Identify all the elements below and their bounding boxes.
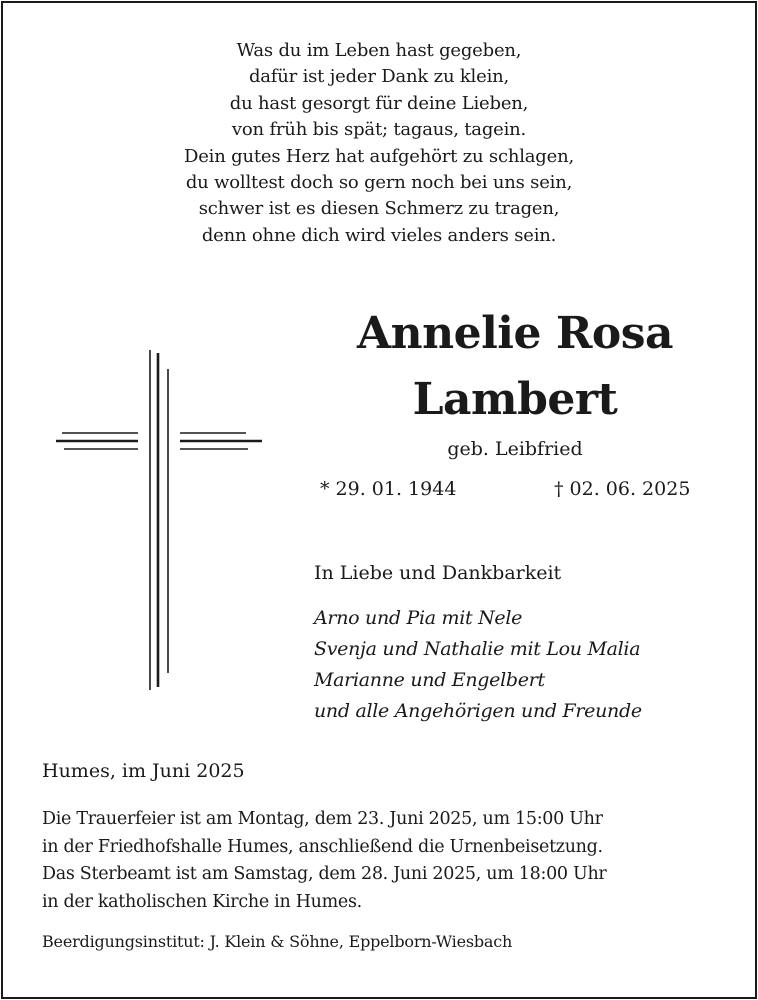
ceremony-line: in der Friedhofshalle Humes, anschließend die Urnenbeisetzung. (42, 836, 603, 857)
funeral-home: Beerdigungsinstitut: J. Klein & Söhne, Eppelborn-Wiesbach (42, 932, 513, 951)
mourner-line: Svenja und Nathalie mit Lou Malia (314, 638, 641, 660)
cross-icon (50, 345, 270, 695)
poem-line: dafür ist jeder Dank zu klein, (248, 66, 510, 88)
mourner-line: Marianne und Engelbert (314, 669, 545, 691)
poem-line: denn ohne dich wird vieles anders sein. (201, 224, 557, 246)
mourners-intro: In Liebe und Dankbarkeit (314, 562, 562, 584)
deceased-surname: Lambert (412, 374, 618, 425)
birth-date: * 29. 01. 1944 (320, 478, 457, 500)
death-date: † 02. 06. 2025 (554, 478, 691, 500)
place-date: Humes, im Juni 2025 (42, 760, 245, 782)
ceremony-line: Das Sterbeamt ist am Samstag, dem 28. Juni 2025, um 18:00 Uhr (42, 864, 607, 884)
poem-line: Dein gutes Herz hat aufgehört zu schlagen, (184, 145, 574, 167)
poem-line: du wolltest doch so gern noch bei uns sein, (185, 172, 573, 194)
deceased-first-names: Annelie Rosa (356, 308, 674, 359)
ceremony-details (42, 806, 606, 916)
mourners-list (314, 603, 642, 727)
poem-line: du hast gesorgt für deine Lieben, (229, 92, 529, 114)
ceremony-line: Die Trauerfeier ist am Montag, dem 23. Juni 2025, um 15:00 Uhr (42, 809, 603, 829)
poem-line: von früh bis spät; tagaus, tagein. (231, 119, 527, 141)
poem-line: schwer ist es diesen Schmerz zu tragen, (198, 198, 560, 220)
mourner-line: Arno und Pia mit Nele (314, 607, 523, 629)
poem (0, 38, 758, 249)
mourner-line: und alle Angehörigen und Freunde (314, 700, 642, 722)
maiden-name: geb. Leibfried (447, 438, 583, 460)
poem-line: Was du im Leben hast gegeben, (236, 40, 522, 61)
ceremony-line: in der katholischen Kirche in Humes. (42, 891, 362, 912)
